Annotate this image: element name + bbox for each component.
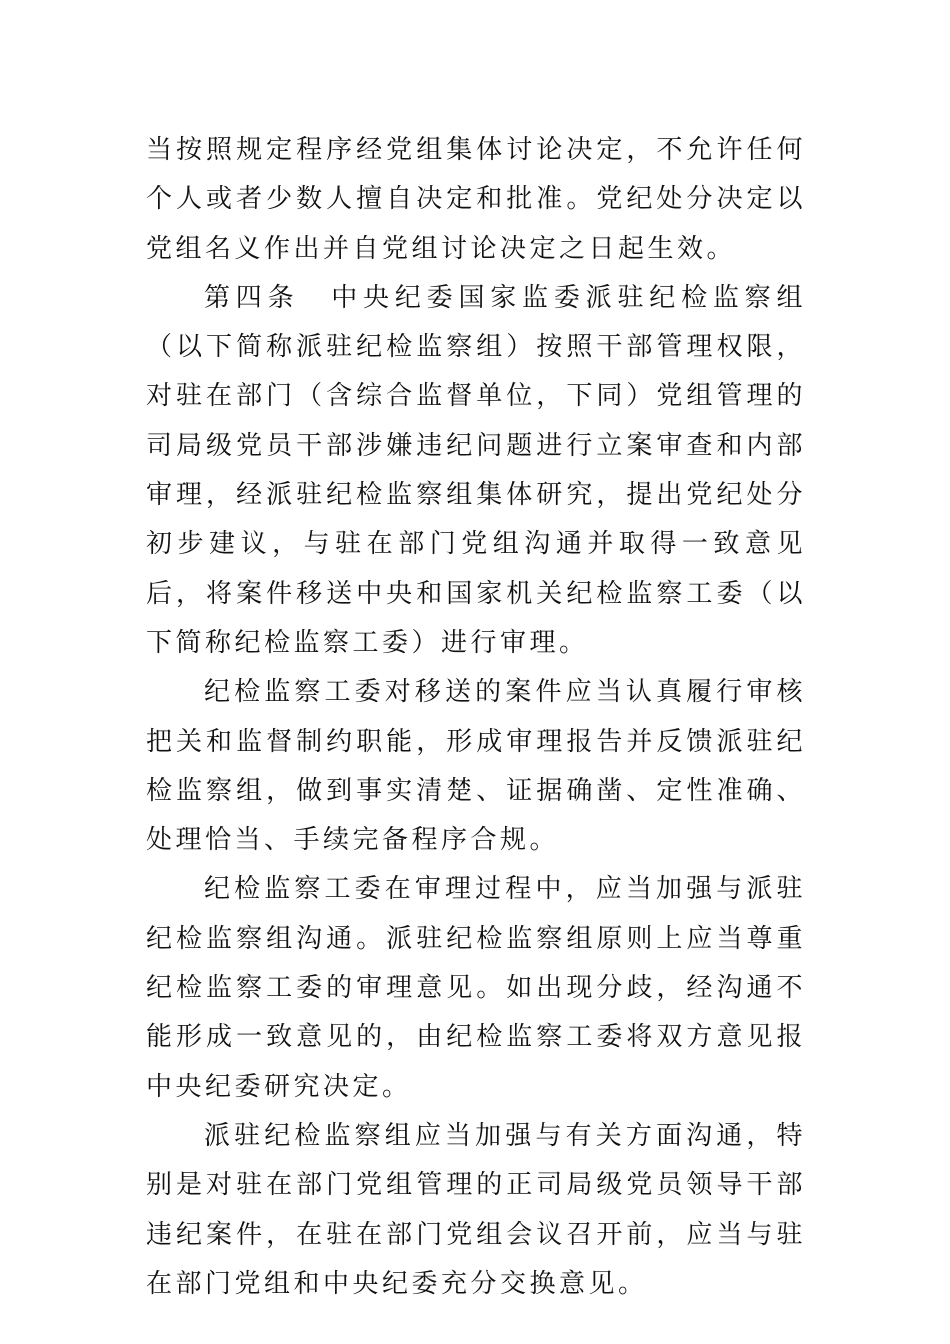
paragraph-review-duties: 纪检监察工委对移送的案件应当认真履行审核把关和监督制约职能，形成审理报告并反馈派驻纪检监察组，做到事实清楚、证据确凿、定性准确、处理恰当、手续完备程序合规。 [146,677,806,856]
paragraph-review-communication: 纪检监察工委在审理过程中，应当加强与派驻纪检监察组沟通。派驻纪检监察组原则上应当尊重纪检监察工委的审理意见。如出现分歧，经沟通不能形成一致意见的，由纪检监察工委将双方意见报中央纪委研究决定。 [146,874,806,1102]
paragraph-consultation: 派驻纪检监察组应当加强与有关方面沟通，特别是对驻在部门党组管理的正司局级党员领导干部违纪案件，在驻在部门党组会议召开前，应当与驻在部门党组和中央纪委充分交换意见。 [146,1120,806,1299]
paragraph-continuation: 当按照规定程序经党组集体讨论决定，不允许任何个人或者少数人擅自决定和批准。党纪处分决定以党组名义作出并自党组讨论决定之日起生效。 [146,135,806,264]
document-body [146,126,806,1309]
paragraph-article-four: 第四条 中央纪委国家监委派驻纪检监察组（以下简称派驻纪检监察组）按照干部管理权限，对驻在部门（含综合监督单位，下同）党组管理的司局级党员干部涉嫌违纪问题进行立案审查和内部审理，经派驻纪检监察组集体研究，提出党纪处分初步建议，与驻在部门党组沟通并取得一致意见后，将案件移送中央和国家机关纪检监察工委（以下简称纪检监察工委）进行审理。 [146,282,806,658]
